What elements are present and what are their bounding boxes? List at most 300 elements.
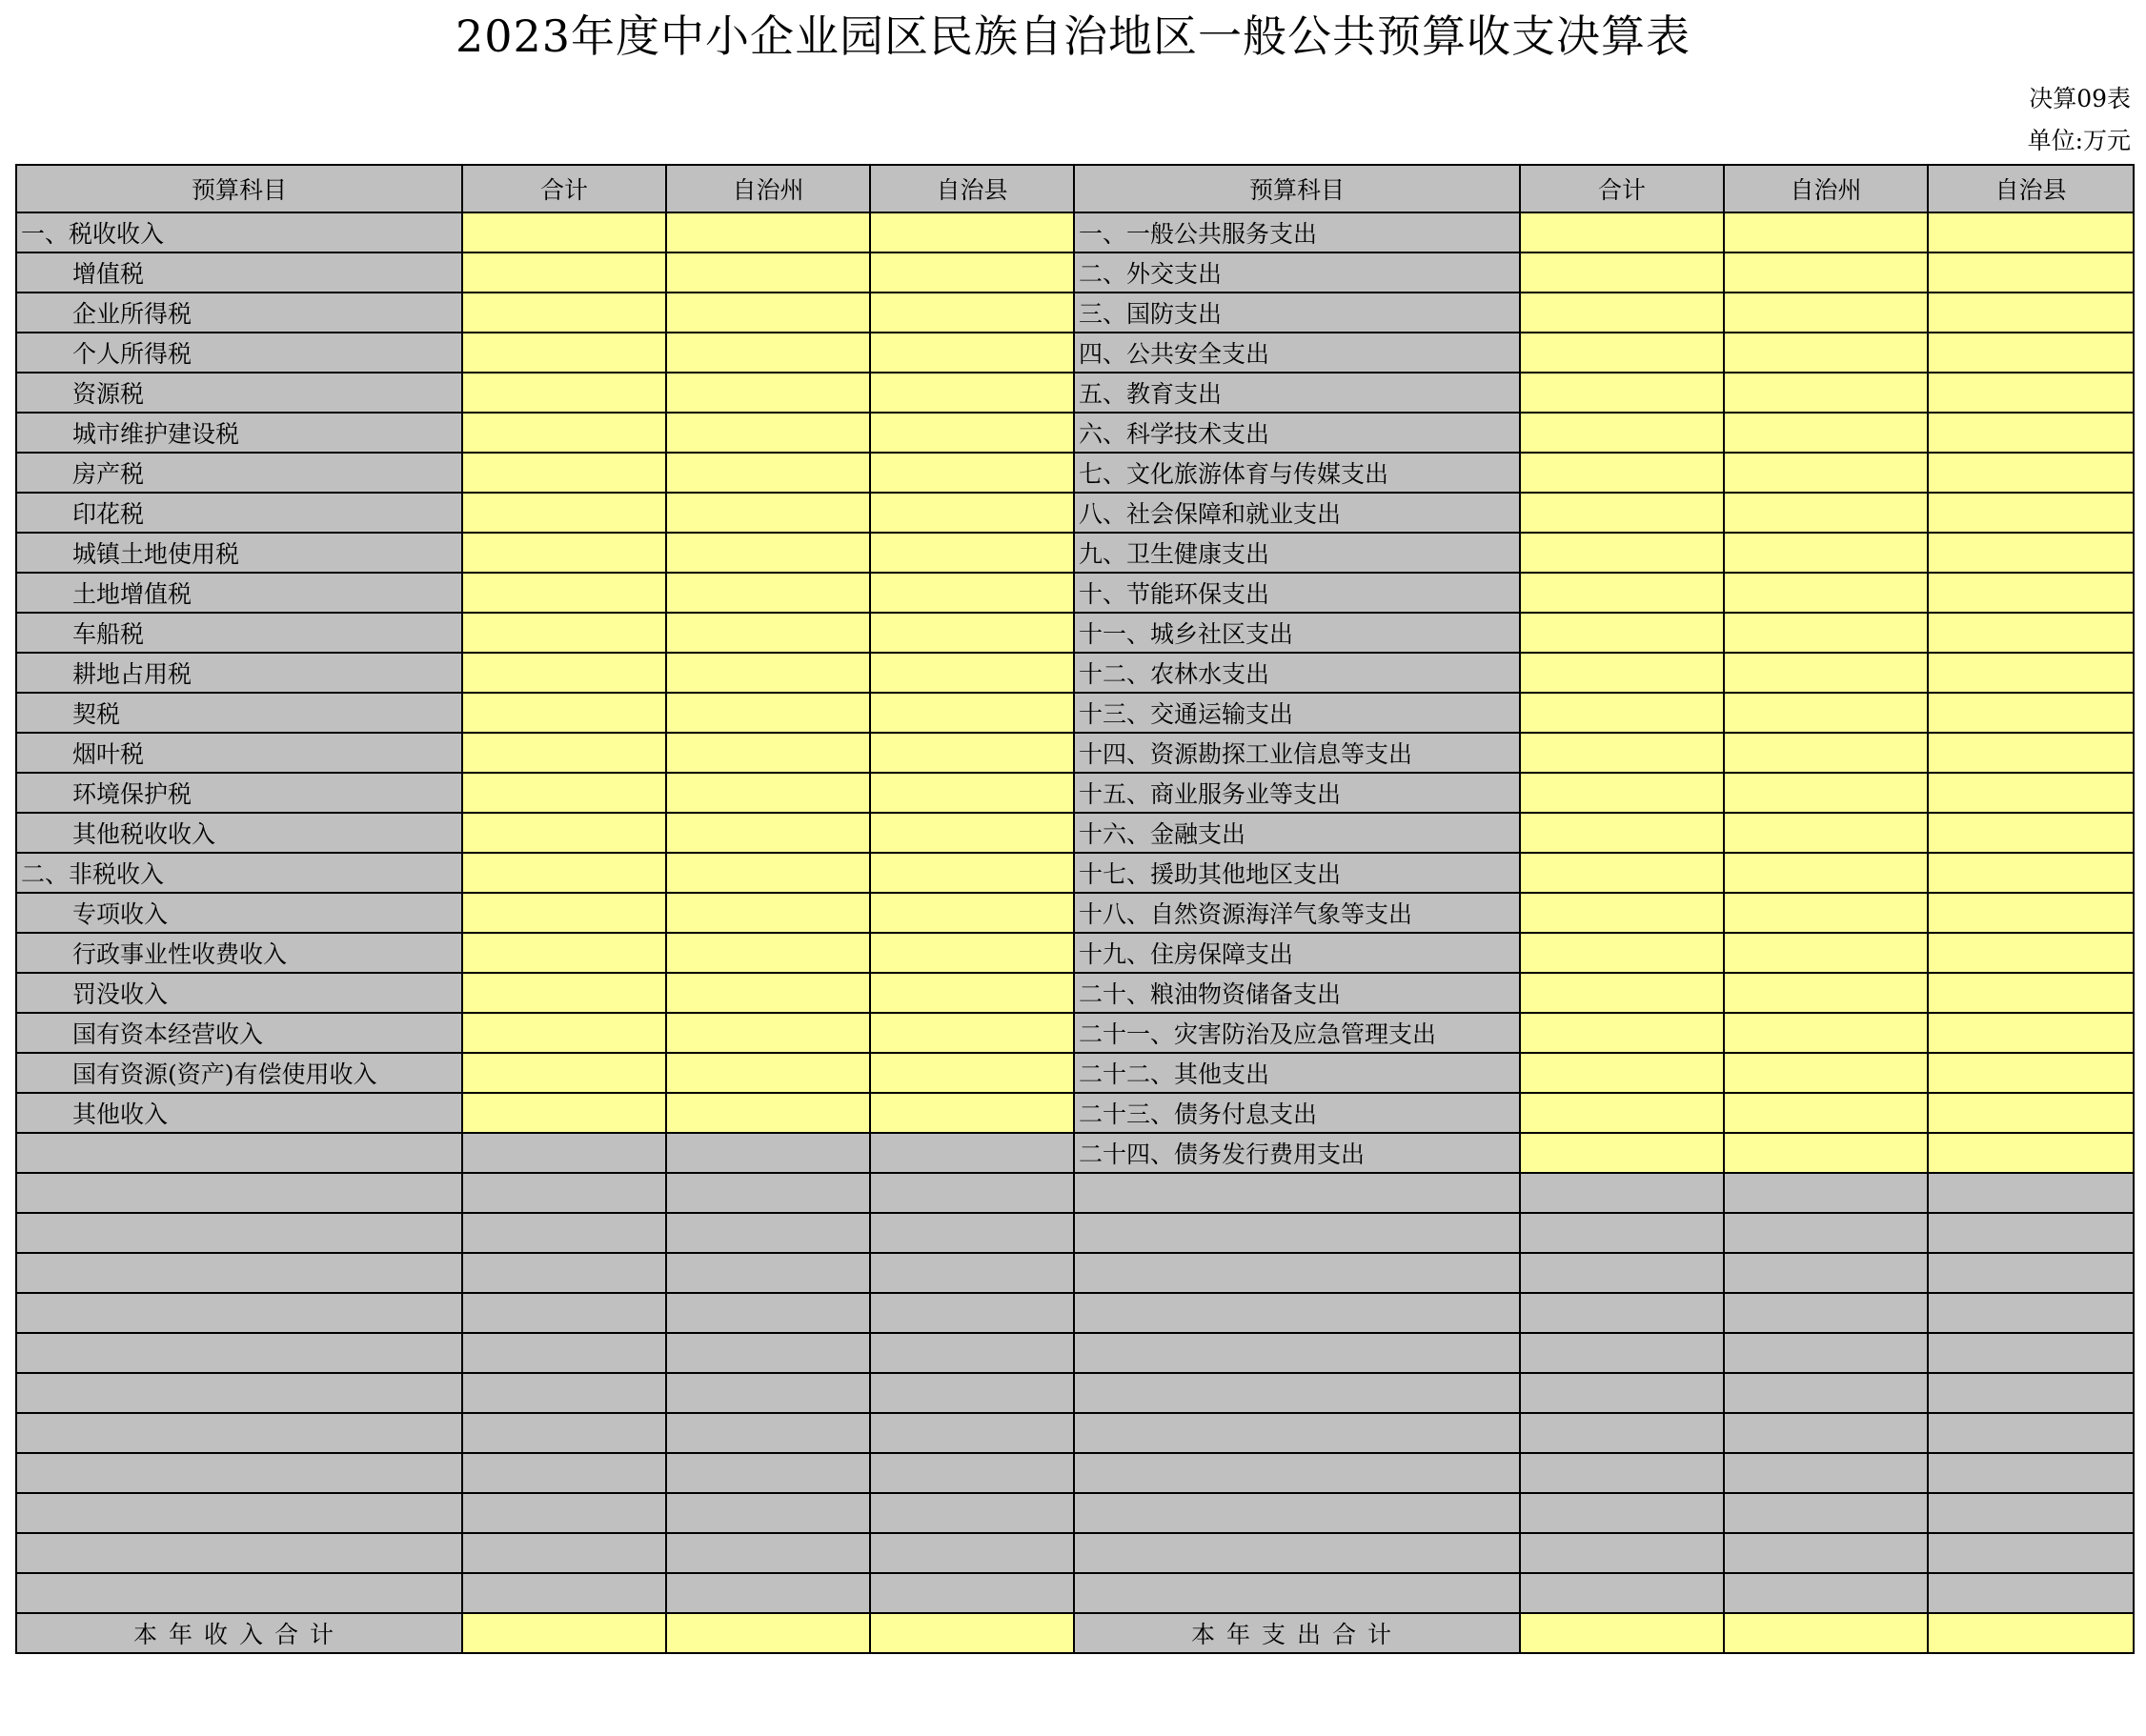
expense-county-value[interactable] (1928, 413, 2134, 453)
header-expense-prefecture: 自治州 (1724, 165, 1928, 212)
table-row (16, 733, 2134, 773)
expense-subject-label: 十七、援助其他地区支出 (1074, 853, 1520, 893)
expense-sum-county-value[interactable] (1928, 1613, 2134, 1653)
expense-county-value[interactable] (1928, 533, 2134, 573)
expense-total-value[interactable] (1520, 252, 1724, 293)
expense-total-value[interactable] (1520, 333, 1724, 373)
income-total-value (462, 1133, 666, 1173)
expense-county-value[interactable] (1928, 1093, 2134, 1133)
income-county-value[interactable] (870, 733, 1074, 773)
income-prefecture-value[interactable] (666, 573, 870, 613)
expense-prefecture-value[interactable] (1724, 1053, 1928, 1093)
empty-cell (16, 1213, 462, 1253)
income-prefecture-value[interactable] (666, 212, 870, 252)
empty-row (16, 1573, 2134, 1613)
expense-subject-label: 十九、住房保障支出 (1074, 933, 1520, 973)
expense-prefecture-value[interactable] (1724, 773, 1928, 813)
empty-cell (1724, 1333, 1928, 1373)
empty-cell (462, 1373, 666, 1413)
expense-subject-label: 十八、自然资源海洋气象等支出 (1074, 893, 1520, 933)
expense-county-value[interactable] (1928, 573, 2134, 613)
empty-cell (666, 1213, 870, 1253)
header-row (16, 165, 2134, 212)
empty-cell (1520, 1333, 1724, 1373)
income-total-value[interactable] (462, 293, 666, 333)
empty-cell (1928, 1493, 2134, 1533)
empty-cell (1724, 1573, 1928, 1613)
expense-county-value[interactable] (1928, 613, 2134, 653)
expense-prefecture-value[interactable] (1724, 853, 1928, 893)
empty-row (16, 1333, 2134, 1373)
empty-cell (1724, 1253, 1928, 1293)
header-income-subject: 预算科目 (16, 165, 462, 212)
table-row (16, 933, 2134, 973)
income-subject-label: 专项收入 (16, 893, 462, 933)
income-county-value[interactable] (870, 493, 1074, 533)
income-total-value[interactable] (462, 252, 666, 293)
income-county-value[interactable] (870, 252, 1074, 293)
expense-total-value[interactable] (1520, 853, 1724, 893)
income-county-value[interactable] (870, 533, 1074, 573)
expense-total-value[interactable] (1520, 973, 1724, 1013)
empty-cell (870, 1293, 1074, 1333)
empty-cell (16, 1333, 462, 1373)
income-total-value[interactable] (462, 973, 666, 1013)
income-county-value[interactable] (870, 813, 1074, 853)
empty-cell (1724, 1373, 1928, 1413)
empty-cell (462, 1293, 666, 1333)
income-subject-label: 车船税 (16, 613, 462, 653)
expense-county-value[interactable] (1928, 1053, 2134, 1093)
expense-prefecture-value[interactable] (1724, 1093, 1928, 1133)
income-sum-total-value[interactable] (462, 1613, 666, 1653)
empty-cell (870, 1253, 1074, 1293)
table-row (16, 653, 2134, 693)
income-subject-label: 印花税 (16, 493, 462, 533)
income-county-value[interactable] (870, 853, 1074, 893)
income-county-value[interactable] (870, 1093, 1074, 1133)
expense-total-value[interactable] (1520, 1053, 1724, 1093)
expense-subject-label: 七、文化旅游体育与传媒支出 (1074, 453, 1520, 493)
empty-cell (16, 1373, 462, 1413)
empty-cell (1520, 1413, 1724, 1453)
empty-cell (1724, 1493, 1928, 1533)
income-county-value (870, 1133, 1074, 1173)
expense-county-value[interactable] (1928, 212, 2134, 252)
expense-total-value[interactable] (1520, 813, 1724, 853)
income-subject-label: 二、非税收入 (16, 853, 462, 893)
empty-cell (666, 1333, 870, 1373)
expense-total-value[interactable] (1520, 573, 1724, 613)
empty-row (16, 1373, 2134, 1413)
income-prefecture-value[interactable] (666, 533, 870, 573)
income-subject-label: 国有资本经营收入 (16, 1013, 462, 1053)
income-total-value[interactable] (462, 813, 666, 853)
expense-county-value[interactable] (1928, 853, 2134, 893)
expense-prefecture-value[interactable] (1724, 573, 1928, 613)
table-row (16, 893, 2134, 933)
income-total-value[interactable] (462, 1053, 666, 1093)
income-prefecture-value[interactable] (666, 1053, 870, 1093)
expense-prefecture-value[interactable] (1724, 493, 1928, 533)
empty-cell (462, 1493, 666, 1533)
expense-county-value[interactable] (1928, 773, 2134, 813)
income-total-value[interactable] (462, 573, 666, 613)
empty-cell (1074, 1533, 1520, 1573)
empty-cell (462, 1333, 666, 1373)
expense-total-value[interactable] (1520, 533, 1724, 573)
income-county-value[interactable] (870, 333, 1074, 373)
empty-cell (16, 1493, 462, 1533)
empty-cell (870, 1213, 1074, 1253)
income-total-value[interactable] (462, 893, 666, 933)
expense-prefecture-value[interactable] (1724, 1133, 1928, 1173)
empty-cell (1928, 1293, 2134, 1333)
empty-cell (870, 1373, 1074, 1413)
expense-county-value[interactable] (1928, 973, 2134, 1013)
income-subject-label: 契税 (16, 693, 462, 733)
table-row (16, 1013, 2134, 1053)
empty-row (16, 1453, 2134, 1493)
empty-cell (870, 1333, 1074, 1373)
table-row (16, 613, 2134, 653)
expense-county-value[interactable] (1928, 453, 2134, 493)
empty-cell (666, 1293, 870, 1333)
expense-prefecture-value[interactable] (1724, 373, 1928, 413)
expense-subject-label: 十一、城乡社区支出 (1074, 613, 1520, 653)
expense-subject-label: 九、卫生健康支出 (1074, 533, 1520, 573)
income-county-value[interactable] (870, 1053, 1074, 1093)
income-prefecture-value[interactable] (666, 373, 870, 413)
income-county-value[interactable] (870, 773, 1074, 813)
expense-sum-prefecture-value[interactable] (1724, 1613, 1928, 1653)
expense-total-label: 本年支出合计 (1074, 1613, 1520, 1653)
income-prefecture-value[interactable] (666, 252, 870, 293)
expense-total-value[interactable] (1520, 653, 1724, 693)
income-total-value[interactable] (462, 733, 666, 773)
income-total-value[interactable] (462, 413, 666, 453)
empty-cell (666, 1373, 870, 1413)
expense-prefecture-value[interactable] (1724, 733, 1928, 773)
income-total-value[interactable] (462, 933, 666, 973)
empty-cell (1074, 1413, 1520, 1453)
income-county-value[interactable] (870, 653, 1074, 693)
expense-prefecture-value[interactable] (1724, 533, 1928, 573)
expense-county-value[interactable] (1928, 333, 2134, 373)
table-row (16, 252, 2134, 293)
expense-county-value[interactable] (1928, 1013, 2134, 1053)
report-title: 2023年度中小企业园区民族自治地区一般公共预算收支决算表 (455, 10, 1691, 62)
expense-county-value[interactable] (1928, 933, 2134, 973)
empty-cell (462, 1533, 666, 1573)
expense-prefecture-value[interactable] (1724, 413, 1928, 453)
income-county-value[interactable] (870, 293, 1074, 333)
expense-sum-total-value[interactable] (1520, 1613, 1724, 1653)
income-prefecture-value[interactable] (666, 813, 870, 853)
total-row (16, 1613, 2134, 1653)
expense-prefecture-value[interactable] (1724, 613, 1928, 653)
expense-county-value[interactable] (1928, 653, 2134, 693)
table-row (16, 693, 2134, 733)
expense-prefecture-value[interactable] (1724, 252, 1928, 293)
income-county-value[interactable] (870, 1013, 1074, 1053)
income-prefecture-value[interactable] (666, 893, 870, 933)
income-prefecture-value[interactable] (666, 653, 870, 693)
expense-prefecture-value[interactable] (1724, 333, 1928, 373)
empty-cell (16, 1573, 462, 1613)
empty-cell (462, 1453, 666, 1493)
expense-total-value[interactable] (1520, 373, 1724, 413)
budget-table (15, 164, 2135, 1654)
income-total-value[interactable] (462, 493, 666, 533)
expense-subject-label: 八、社会保障和就业支出 (1074, 493, 1520, 533)
expense-county-value[interactable] (1928, 813, 2134, 853)
expense-total-value[interactable] (1520, 1013, 1724, 1053)
income-prefecture-value[interactable] (666, 733, 870, 773)
expense-county-value[interactable] (1928, 493, 2134, 533)
expense-total-value[interactable] (1520, 1133, 1724, 1173)
income-county-value[interactable] (870, 613, 1074, 653)
table-row (16, 973, 2134, 1013)
income-total-label: 本年收入合计 (16, 1613, 462, 1653)
income-subject-label: 增值税 (16, 252, 462, 293)
expense-subject-label: 十四、资源勘探工业信息等支出 (1074, 733, 1520, 773)
unit-label: 单位:万元 (2027, 127, 2131, 154)
income-total-value[interactable] (462, 453, 666, 493)
expense-total-value[interactable] (1520, 293, 1724, 333)
table-row (16, 573, 2134, 613)
expense-subject-label: 二十一、灾害防治及应急管理支出 (1074, 1013, 1520, 1053)
income-prefecture-value[interactable] (666, 973, 870, 1013)
expense-prefecture-value[interactable] (1724, 693, 1928, 733)
empty-cell (666, 1493, 870, 1533)
expense-subject-label: 二十四、债务发行费用支出 (1074, 1133, 1520, 1173)
empty-cell (666, 1173, 870, 1213)
expense-subject-label: 十、节能环保支出 (1074, 573, 1520, 613)
income-total-value[interactable] (462, 1093, 666, 1133)
expense-prefecture-value[interactable] (1724, 653, 1928, 693)
expense-total-value[interactable] (1520, 733, 1724, 773)
income-subject-empty (16, 1133, 462, 1173)
empty-cell (462, 1173, 666, 1213)
expense-subject-label: 二十二、其他支出 (1074, 1053, 1520, 1093)
empty-cell (1520, 1493, 1724, 1533)
empty-cell (666, 1413, 870, 1453)
income-subject-label: 个人所得税 (16, 333, 462, 373)
empty-cell (16, 1413, 462, 1453)
expense-prefecture-value[interactable] (1724, 813, 1928, 853)
empty-cell (1724, 1453, 1928, 1493)
income-subject-label: 城镇土地使用税 (16, 533, 462, 573)
empty-cell (16, 1533, 462, 1573)
table-row (16, 333, 2134, 373)
income-subject-label: 资源税 (16, 373, 462, 413)
income-county-value[interactable] (870, 693, 1074, 733)
empty-cell (16, 1173, 462, 1213)
expense-prefecture-value[interactable] (1724, 453, 1928, 493)
expense-total-value[interactable] (1520, 1093, 1724, 1133)
expense-total-value[interactable] (1520, 893, 1724, 933)
expense-subject-label: 二十三、债务付息支出 (1074, 1093, 1520, 1133)
income-county-value[interactable] (870, 573, 1074, 613)
expense-total-value[interactable] (1520, 933, 1724, 973)
income-prefecture-value[interactable] (666, 493, 870, 533)
expense-county-value[interactable] (1928, 373, 2134, 413)
empty-cell (1928, 1413, 2134, 1453)
income-county-value[interactable] (870, 893, 1074, 933)
income-total-value[interactable] (462, 853, 666, 893)
income-sum-county-value[interactable] (870, 1613, 1074, 1653)
header-income-prefecture: 自治州 (666, 165, 870, 212)
empty-cell (1074, 1493, 1520, 1533)
income-total-value[interactable] (462, 333, 666, 373)
income-subject-label: 罚没收入 (16, 973, 462, 1013)
expense-total-value[interactable] (1520, 613, 1724, 653)
empty-cell (1074, 1373, 1520, 1413)
empty-row (16, 1493, 2134, 1533)
expense-subject-label: 一、一般公共服务支出 (1074, 212, 1520, 252)
table-row (16, 212, 2134, 252)
table-row (16, 453, 2134, 493)
empty-row (16, 1293, 2134, 1333)
expense-total-value[interactable] (1520, 773, 1724, 813)
table-code: 决算09表 (2029, 85, 2131, 112)
income-total-value[interactable] (462, 653, 666, 693)
income-prefecture-value[interactable] (666, 453, 870, 493)
income-total-value[interactable] (462, 613, 666, 653)
income-subject-label: 耕地占用税 (16, 653, 462, 693)
empty-cell (16, 1293, 462, 1333)
header-expense-subject: 预算科目 (1074, 165, 1520, 212)
header-income-total: 合计 (462, 165, 666, 212)
income-prefecture-value[interactable] (666, 933, 870, 973)
income-subject-label: 环境保护税 (16, 773, 462, 813)
expense-county-value[interactable] (1928, 252, 2134, 293)
empty-cell (1520, 1173, 1724, 1213)
empty-row (16, 1213, 2134, 1253)
expense-subject-label: 五、教育支出 (1074, 373, 1520, 413)
income-county-value[interactable] (870, 373, 1074, 413)
empty-cell (1520, 1293, 1724, 1333)
income-prefecture-value[interactable] (666, 413, 870, 453)
expense-total-value[interactable] (1520, 453, 1724, 493)
income-prefecture-value[interactable] (666, 853, 870, 893)
expense-prefecture-value[interactable] (1724, 212, 1928, 252)
expense-prefecture-value[interactable] (1724, 933, 1928, 973)
table-row (16, 853, 2134, 893)
empty-cell (1928, 1373, 2134, 1413)
income-prefecture-value (666, 1133, 870, 1173)
income-total-value[interactable] (462, 533, 666, 573)
empty-cell (870, 1173, 1074, 1213)
table-row (16, 773, 2134, 813)
income-sum-prefecture-value[interactable] (666, 1613, 870, 1653)
income-county-value[interactable] (870, 413, 1074, 453)
expense-subject-label: 十六、金融支出 (1074, 813, 1520, 853)
empty-cell (1928, 1453, 2134, 1493)
income-subject-label: 企业所得税 (16, 293, 462, 333)
empty-cell (870, 1573, 1074, 1613)
income-subject-label: 其他收入 (16, 1093, 462, 1133)
empty-cell (1928, 1573, 2134, 1613)
expense-subject-label: 十五、商业服务业等支出 (1074, 773, 1520, 813)
expense-total-value[interactable] (1520, 413, 1724, 453)
empty-cell (1074, 1293, 1520, 1333)
income-total-value[interactable] (462, 373, 666, 413)
income-prefecture-value[interactable] (666, 293, 870, 333)
expense-prefecture-value[interactable] (1724, 893, 1928, 933)
table-row (16, 1093, 2134, 1133)
income-county-value[interactable] (870, 933, 1074, 973)
expense-county-value[interactable] (1928, 893, 2134, 933)
empty-cell (1928, 1533, 2134, 1573)
income-subject-label: 烟叶税 (16, 733, 462, 773)
income-total-value[interactable] (462, 212, 666, 252)
expense-total-value[interactable] (1520, 693, 1724, 733)
income-total-value[interactable] (462, 1013, 666, 1053)
income-subject-label: 其他税收收入 (16, 813, 462, 853)
expense-county-value[interactable] (1928, 293, 2134, 333)
header-expense-total: 合计 (1520, 165, 1724, 212)
empty-cell (1520, 1253, 1724, 1293)
empty-cell (1724, 1413, 1928, 1453)
income-prefecture-value[interactable] (666, 693, 870, 733)
empty-cell (1928, 1173, 2134, 1213)
empty-cell (1724, 1173, 1928, 1213)
empty-row (16, 1253, 2134, 1293)
expense-total-value[interactable] (1520, 212, 1724, 252)
empty-cell (1074, 1453, 1520, 1493)
income-county-value[interactable] (870, 973, 1074, 1013)
expense-prefecture-value[interactable] (1724, 293, 1928, 333)
expense-subject-label: 二、外交支出 (1074, 252, 1520, 293)
income-prefecture-value[interactable] (666, 333, 870, 373)
expense-county-value[interactable] (1928, 1133, 2134, 1173)
expense-subject-label: 十三、交通运输支出 (1074, 693, 1520, 733)
expense-county-value[interactable] (1928, 733, 2134, 773)
empty-cell (1074, 1573, 1520, 1613)
empty-cell (462, 1213, 666, 1253)
income-total-value[interactable] (462, 693, 666, 733)
table-row (16, 533, 2134, 573)
income-county-value[interactable] (870, 453, 1074, 493)
income-subject-label: 城市维护建设税 (16, 413, 462, 453)
income-subject-label: 国有资源(资产)有偿使用收入 (16, 1053, 462, 1093)
expense-subject-label: 二十、粮油物资储备支出 (1074, 973, 1520, 1013)
empty-row (16, 1173, 2134, 1213)
expense-prefecture-value[interactable] (1724, 1013, 1928, 1053)
empty-cell (16, 1253, 462, 1293)
income-subject-label: 房产税 (16, 453, 462, 493)
empty-cell (1928, 1213, 2134, 1253)
table-row (16, 493, 2134, 533)
income-prefecture-value[interactable] (666, 773, 870, 813)
expense-county-value[interactable] (1928, 693, 2134, 733)
income-prefecture-value[interactable] (666, 1013, 870, 1053)
income-county-value[interactable] (870, 212, 1074, 252)
expense-total-value[interactable] (1520, 493, 1724, 533)
expense-prefecture-value[interactable] (1724, 973, 1928, 1013)
empty-cell (1520, 1533, 1724, 1573)
empty-cell (666, 1533, 870, 1573)
empty-cell (666, 1573, 870, 1613)
empty-cell (1724, 1533, 1928, 1573)
empty-cell (1724, 1293, 1928, 1333)
income-total-value[interactable] (462, 773, 666, 813)
income-prefecture-value[interactable] (666, 1093, 870, 1133)
income-prefecture-value[interactable] (666, 613, 870, 653)
empty-cell (1520, 1213, 1724, 1253)
